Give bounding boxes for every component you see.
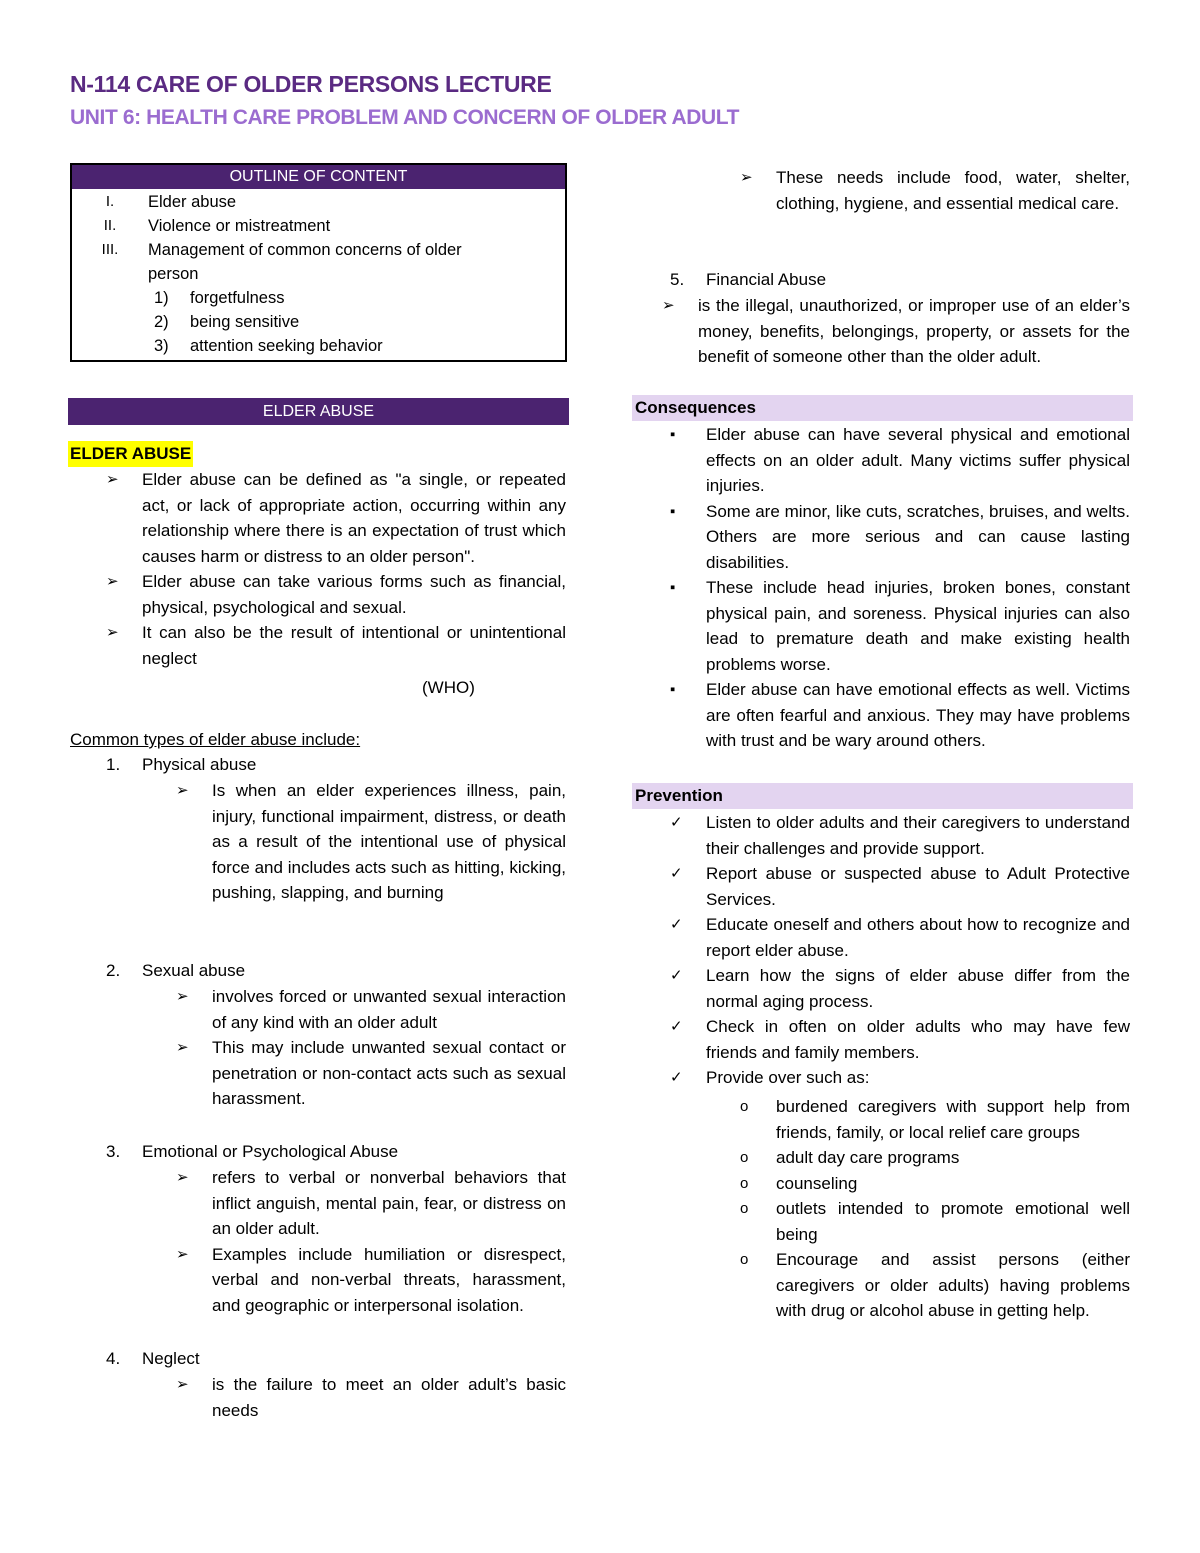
check-icon: ✓: [670, 1018, 683, 1035]
list-item: [740, 1171, 1130, 1197]
type-points: [176, 778, 566, 906]
outline-item: [72, 214, 565, 238]
type-heading: [106, 1139, 398, 1165]
check-icon: ✓: [670, 1069, 683, 1086]
outline-item: [72, 238, 565, 286]
list-item-text: Examples include humiliation or disrespect, verbal and non-verbal threats, harassment, and geographic or interpersonal isolation.: [212, 1244, 566, 1315]
list-item: [740, 1094, 1130, 1145]
circle-bullet-icon: o: [740, 1251, 749, 1268]
list-item: [106, 569, 566, 620]
list-item-text: Educate oneself and others about how to recognize and report elder abuse.: [706, 915, 1130, 960]
circle-bullet-icon: o: [740, 1200, 749, 1217]
list-item: [176, 984, 566, 1035]
check-icon: ✓: [670, 967, 683, 984]
definition-list: [106, 467, 566, 671]
neglect-continued: [740, 165, 1130, 216]
source-citation: (WHO): [422, 678, 475, 697]
arrow-bullet-icon: ➢: [176, 988, 189, 1005]
list-item: [670, 861, 1130, 912]
list-item: [670, 963, 1130, 1014]
type-number: 3.: [106, 1142, 121, 1161]
list-item: [740, 1247, 1130, 1324]
arrow-bullet-icon: ➢: [106, 624, 119, 641]
circle-bullet-icon: o: [740, 1098, 749, 1115]
document-title: N-114 CARE OF OLDER PERSONS LECTURE: [70, 71, 552, 97]
list-item-text: Listen to older adults and their caregivers to understand their challenges and provide support.: [706, 813, 1130, 858]
type-name: Physical abuse: [142, 755, 257, 774]
outline-subitem: [72, 310, 565, 334]
type-heading: [670, 267, 826, 293]
section-heading-prevention: Prevention: [632, 783, 1133, 809]
list-item-text: refers to verbal or nonverbal behaviors that inflict anguish, mental pain, fear, or distress on an older adult.: [212, 1168, 566, 1238]
list-item-text: Is when an elder experiences illness, pain, injury, functional impairment, distress, or death as a result of the intentional use of physical force and includes acts such as hitting, kicking, pushing, slapping, and burning: [212, 781, 566, 902]
outline-subitem: [72, 286, 565, 310]
arrow-bullet-icon: ➢: [740, 169, 753, 186]
square-bullet-icon: ▪: [670, 502, 676, 520]
list-item: [670, 677, 1130, 754]
type-name: Emotional or Psychological Abuse: [142, 1142, 399, 1161]
outline-box: [70, 163, 567, 362]
square-bullet-icon: ▪: [670, 579, 676, 596]
list-item: [176, 1035, 566, 1112]
list-item: [670, 422, 1130, 499]
type-heading: [106, 1346, 200, 1372]
list-item-text: outlets intended to promote emotional well being: [776, 1199, 1130, 1244]
check-icon: ✓: [670, 916, 683, 933]
list-item: [662, 293, 1130, 370]
outline-subitem-text: attention seeking behavior: [190, 337, 383, 355]
arrow-bullet-icon: ➢: [662, 297, 675, 314]
outline-subitem-text: being sensitive: [190, 313, 300, 331]
type-number: 5.: [670, 270, 685, 289]
document-subtitle: UNIT 6: HEALTH CARE PROBLEM AND CONCERN OF OLDER ADULT: [70, 106, 740, 129]
types-heading: Common types of elder abuse include:: [70, 730, 361, 749]
list-item-text: These include head injuries, broken bones, constant physical pain, and soreness. Physical injuries can also lead to premature death and make existing health problems worse.: [706, 578, 1130, 674]
outline-item-text: Management of common concerns of older person: [148, 241, 462, 283]
list-item-text: Check in often on older adults who may have few friends and family members.: [706, 1017, 1130, 1062]
list-item-text: Elder abuse can have emotional effects as well. Victims are often fearful and anxious. They may have problems with trust and be wary around others.: [706, 680, 1130, 750]
list-item-text: Report abuse or suspected abuse to Adult Protective Services.: [706, 864, 1130, 909]
list-item-text: It can also be the result of intentional or unintentional neglect: [142, 623, 566, 668]
list-item-text: Provide over such as:: [706, 1068, 870, 1087]
arrow-bullet-icon: ➢: [176, 782, 189, 799]
list-item-text: burdened caregivers with support help from friends, family, or local relief care groups: [776, 1097, 1130, 1142]
circle-bullet-icon: o: [740, 1174, 749, 1192]
square-bullet-icon: ▪: [670, 426, 676, 443]
prevention-sublist: [740, 1094, 1130, 1324]
list-item: [106, 467, 566, 569]
outline-subitem: [72, 334, 565, 358]
list-item-text: adult day care programs: [776, 1148, 960, 1167]
list-item-text: counseling: [776, 1173, 858, 1193]
list-item-text: Elder abuse can have several physical and emotional effects on an older adult. Many victims suffer physical injuries.: [706, 425, 1130, 495]
type-name: Sexual abuse: [142, 961, 246, 980]
list-item: [176, 1242, 566, 1319]
outline-item-num: III.: [101, 241, 119, 258]
list-item: [176, 1165, 566, 1242]
arrow-bullet-icon: ➢: [176, 1169, 189, 1186]
arrow-bullet-icon: ➢: [106, 471, 119, 488]
list-item-text: involves forced or unwanted sexual interaction of any kind with an older adult: [212, 987, 566, 1032]
type-points: [662, 293, 1130, 370]
type-name: Financial Abuse: [706, 270, 827, 289]
list-item: [176, 1372, 566, 1423]
list-item-text: Encourage and assist persons (either caregivers or older adults) having problems with drug or alcohol abuse in getting help.: [776, 1250, 1130, 1320]
type-number: 4.: [106, 1349, 121, 1368]
outline-heading: OUTLINE OF CONTENT: [72, 165, 565, 189]
type-heading: [106, 958, 245, 984]
arrow-bullet-icon: ➢: [176, 1245, 189, 1263]
list-item: [740, 165, 1130, 216]
outline-item: [72, 190, 565, 214]
arrow-bullet-icon: ➢: [176, 1039, 189, 1056]
list-item: [670, 499, 1130, 576]
outline-item-text: Violence or mistreatment: [148, 217, 331, 235]
type-heading: [106, 752, 256, 778]
list-item: [740, 1196, 1130, 1247]
list-item: [106, 620, 566, 671]
list-item: [670, 810, 1130, 861]
list-item-text: is the failure to meet an older adult’s basic needs: [212, 1375, 566, 1420]
highlighted-heading: ELDER ABUSE: [68, 441, 193, 467]
type-name: Neglect: [142, 1349, 200, 1368]
prevention-list: [670, 810, 1130, 1091]
type-points: [176, 1165, 566, 1318]
type-points: [176, 1372, 566, 1423]
outline-subitem-num: 2): [154, 313, 169, 331]
consequences-list: [670, 422, 1130, 754]
list-item-text: Learn how the signs of elder abuse differ from the normal aging process.: [706, 966, 1130, 1011]
outline-item-num: II.: [103, 217, 117, 234]
list-item-text: These needs include food, water, shelter, clothing, hygiene, and essential medical care.: [776, 168, 1130, 213]
arrow-bullet-icon: ➢: [176, 1376, 189, 1393]
list-item-text: Some are minor, like cuts, scratches, bruises, and welts. Others are more serious and can cause lasting disabilities.: [706, 501, 1130, 572]
check-icon: ✓: [670, 814, 683, 831]
list-item-text: Elder abuse can be defined as "a single, or repeated act, or lack of appropriate action, occurring within any relationship where there is an expectation of trust which causes harm or distress to an older person".: [142, 470, 566, 566]
list-item: [670, 575, 1130, 677]
section-heading-consequences: Consequences: [632, 395, 1133, 421]
list-item: [176, 778, 566, 906]
section-band-elder-abuse: ELDER ABUSE: [68, 398, 569, 425]
list-item: [670, 1014, 1130, 1065]
outline-item-text: Elder abuse: [148, 193, 237, 211]
circle-bullet-icon: o: [740, 1149, 749, 1166]
type-points: [176, 984, 566, 1112]
square-bullet-icon: ▪: [670, 681, 676, 698]
list-item-text: Elder abuse can take various forms such as financial, physical, psychological and sexual.: [142, 572, 566, 617]
list-item-text: is the illegal, unauthorized, or improper use of an elder’s money, benefits, belongings, property, or assets for the benefit of someone other than the older adult.: [698, 296, 1130, 366]
outline-subitem-text: forgetfulness: [190, 289, 285, 307]
outline-subitem-num: 1): [154, 289, 169, 307]
list-item-text: This may include unwanted sexual contact or penetration or non-contact acts such as sexual harassment.: [212, 1038, 566, 1108]
type-number: 1.: [106, 755, 121, 774]
outline-item-num: I.: [105, 193, 115, 210]
list-item: [740, 1145, 1130, 1171]
outline-subitem-num: 3): [154, 337, 169, 355]
check-icon: ✓: [670, 865, 683, 882]
type-number: 2.: [106, 961, 121, 980]
arrow-bullet-icon: ➢: [106, 573, 119, 590]
list-item: [670, 912, 1130, 963]
list-item: [670, 1065, 1130, 1091]
